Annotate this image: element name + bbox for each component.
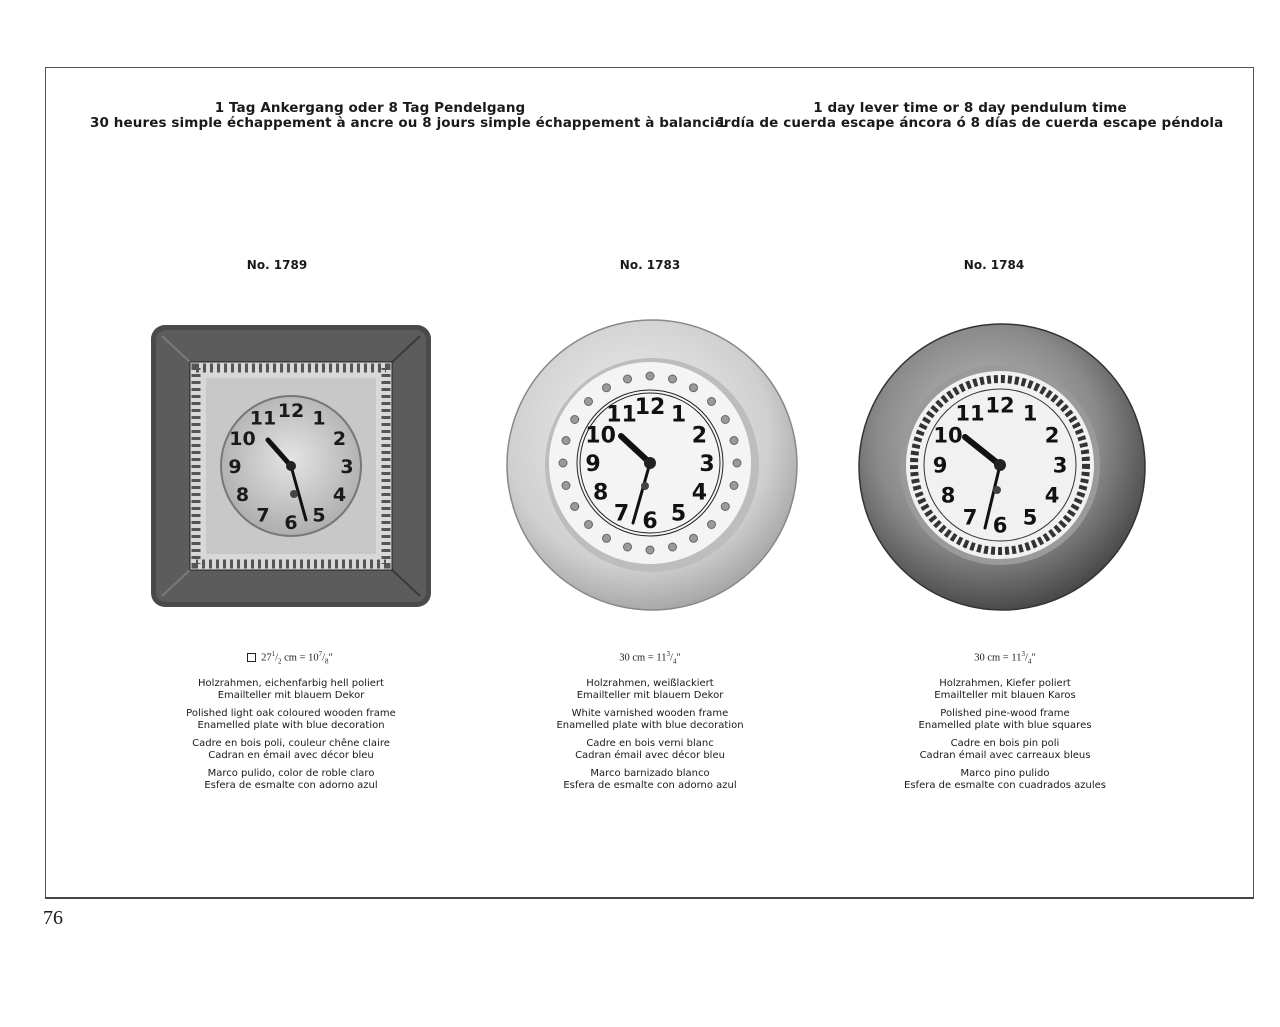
dial-numeral: 12	[985, 393, 1015, 418]
dial-numeral: 6	[642, 508, 658, 534]
size-value: 27	[261, 652, 272, 664]
clock-1783-image	[505, 318, 799, 612]
flower-ornament	[730, 437, 738, 445]
dial-numeral: 10	[229, 427, 256, 450]
desc-line: Cadran émail avec carreaux bleus	[919, 750, 1091, 761]
flower-ornament	[721, 416, 729, 424]
desc-line: Holzrahmen, Kiefer poliert	[939, 678, 1071, 689]
flower-ornament	[708, 521, 716, 529]
dial-numeral: 1	[670, 402, 687, 428]
size-fraction-den: 4	[1027, 657, 1032, 666]
inch-mark: ″	[328, 652, 333, 664]
desc-spanish	[855, 768, 1155, 792]
description-1784	[855, 678, 1155, 798]
model-number-1784: No. 1784	[963, 258, 1025, 272]
dial-numeral: 3	[340, 455, 354, 478]
desc-line: Cadre en bois verni blanc	[586, 738, 714, 749]
dial-numeral: 1	[312, 407, 326, 430]
size-fraction-den-2: 8	[325, 657, 329, 666]
desc-line: Cadran en émail avec décor bleu	[208, 750, 374, 761]
dial-numeral: 11	[955, 401, 985, 426]
desc-french	[500, 738, 800, 762]
desc-line: Cadre en bois pin poli	[950, 738, 1060, 749]
dial-numeral: 3	[699, 451, 715, 477]
dial-numeral: 9	[932, 453, 948, 478]
desc-line: Esfera de esmalte con cuadrados azules	[904, 780, 1106, 791]
desc-english	[500, 708, 800, 732]
dial-numeral: 9	[585, 451, 601, 477]
size-equals: cm = 10	[281, 652, 319, 664]
flower-ornament	[603, 384, 611, 392]
flower-ornament	[646, 546, 654, 554]
desc-line: Enamelled plate with blue decoration	[197, 720, 385, 731]
header-english-line: 1 day lever time or 8 day pendulum time	[813, 100, 1127, 116]
desc-line: Emailteller mit blauem Dekor	[576, 690, 724, 701]
desc-spanish	[141, 768, 441, 792]
dial-numeral: 2	[332, 427, 347, 450]
desc-german	[141, 678, 441, 702]
header-german-french	[90, 100, 731, 131]
dial-numeral: 6	[992, 513, 1008, 538]
description-1789	[141, 678, 441, 798]
size-1789: $27^1/_2$ cm = $10^7/_8''$	[140, 650, 440, 666]
dial-numeral: 6	[284, 511, 298, 534]
size-fraction-den: 4	[672, 657, 677, 666]
clock-1784-image	[857, 322, 1147, 612]
desc-line: Polished pine-wood frame	[940, 708, 1070, 719]
square-symbol	[247, 653, 256, 662]
size-1784: 30 cm = $11^3/_4''$	[974, 650, 1036, 666]
flower-ornament	[562, 437, 570, 445]
flower-ornament	[571, 416, 579, 424]
desc-french	[855, 738, 1155, 762]
desc-english	[141, 708, 441, 732]
dial-numeral: 7	[256, 504, 270, 527]
dial-numeral: 4	[332, 483, 347, 506]
inch-mark: ″	[676, 652, 681, 664]
clock-1789-image	[150, 324, 432, 608]
dial-numeral: 10	[585, 423, 616, 449]
desc-german	[855, 678, 1155, 702]
desc-french	[141, 738, 441, 762]
desc-line: Emailteller mit blauen Karos	[934, 690, 1076, 701]
desc-line: Marco barnizado blanco	[590, 768, 710, 779]
desc-line: Marco pino pulido	[960, 768, 1050, 779]
dial-numeral: 2	[691, 423, 708, 449]
size-1783: 30 cm = $11^3/_4''$	[619, 650, 681, 666]
size-fraction-num-2: 7	[318, 650, 323, 658]
dial-numeral: 9	[228, 455, 242, 478]
flower-ornament	[708, 398, 716, 406]
dial-numeral: 11	[249, 407, 277, 430]
desc-line: Polished light oak coloured wooden frame	[186, 708, 396, 719]
dial-numeral: 4	[691, 480, 708, 506]
dial-numeral: 5	[670, 501, 687, 527]
desc-english	[855, 708, 1155, 732]
size-fraction-den: 2	[278, 657, 282, 666]
header-spanish-line: 1 día de cuerda escape áncora ó 8 días de cuerda escape péndola	[716, 115, 1224, 131]
flower-ornament	[571, 503, 579, 511]
model-number-1789: No. 1789	[246, 258, 308, 272]
dial-numeral: 5	[312, 504, 326, 527]
flower-ornament	[690, 384, 698, 392]
flower-ornament	[603, 534, 611, 542]
desc-line: Cadre en bois poli, couleur chêne claire	[192, 738, 390, 749]
flower-ornament	[646, 372, 654, 380]
dial-numeral: 7	[962, 505, 978, 530]
size-fraction-num: 3	[666, 650, 670, 658]
size-value: 30 cm = 11	[619, 652, 667, 664]
header-french-line: 30 heures simple échappement à ancre ou 8 jours simple échappement à balancier	[90, 115, 731, 131]
header-english-spanish	[690, 101, 1250, 131]
desc-line: Marco pulido, color de roble claro	[207, 768, 375, 779]
flower-ornament	[624, 375, 632, 383]
flower-ornament	[730, 482, 738, 490]
desc-line: Emailteller mit blauem Dekor	[217, 690, 365, 701]
dial-numeral: 10	[933, 423, 963, 448]
flower-ornament	[669, 375, 677, 383]
dial-numeral: 8	[235, 483, 250, 506]
page-number: 76	[43, 907, 63, 929]
dial-numeral: 8	[940, 483, 956, 508]
dial-numeral: 3	[1052, 453, 1068, 478]
flower-ornament	[690, 534, 698, 542]
dial-numeral: 12	[634, 394, 666, 420]
flower-ornament	[585, 398, 593, 406]
desc-line: Esfera de esmalte con adorno azul	[204, 780, 378, 791]
size-fraction-num: 3	[1021, 650, 1025, 658]
size-fraction-num: 1	[271, 650, 276, 658]
dial-numeral: 5	[1022, 505, 1038, 530]
desc-line: Cadran émail avec décor bleu	[575, 750, 725, 761]
dial-numeral: 1	[1022, 401, 1038, 426]
flower-ornament	[585, 521, 593, 529]
desc-line: White varnished wooden frame	[571, 708, 729, 719]
dial-numeral: 8	[592, 480, 609, 506]
flower-ornament	[721, 503, 729, 511]
dial-numeral: 4	[1044, 483, 1060, 508]
desc-line: Holzrahmen, eichenfarbig hell poliert	[198, 678, 384, 689]
header-german-line: 1 Tag Ankergang oder 8 Tag Pendelgang	[214, 100, 526, 116]
flower-ornament	[624, 543, 632, 551]
size-value: 30 cm = 11	[974, 652, 1022, 664]
flower-ornament	[562, 482, 570, 490]
flower-ornament	[733, 459, 741, 467]
desc-spanish	[500, 768, 800, 792]
dial-numeral: 7	[613, 501, 630, 527]
model-number-1783: No. 1783	[619, 258, 681, 272]
desc-line: Enamelled plate with blue decoration	[556, 720, 744, 731]
dial-numeral: 11	[606, 402, 637, 428]
flower-ornament	[559, 459, 567, 467]
flower-ornament	[669, 543, 677, 551]
inch-mark: ″	[1031, 652, 1036, 664]
desc-line: Holzrahmen, weißlackiert	[586, 678, 714, 689]
description-1783	[500, 678, 800, 798]
dial-numeral: 2	[1044, 423, 1060, 448]
desc-line: Esfera de esmalte con adorno azul	[563, 780, 737, 791]
desc-line: Enamelled plate with blue squares	[918, 720, 1092, 731]
dial-numeral: 12	[277, 399, 305, 422]
desc-german	[500, 678, 800, 702]
